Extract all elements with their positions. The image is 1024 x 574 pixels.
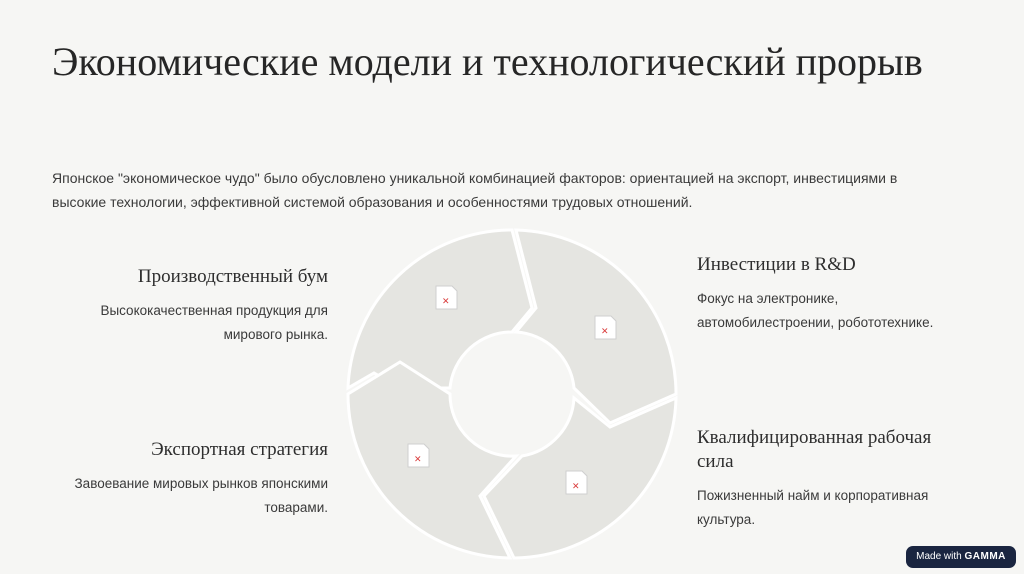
svg-text:✕: ✕ (442, 296, 450, 306)
cycle-segment (348, 362, 516, 558)
broken-image-icon (436, 286, 457, 309)
block-text: Фокус на электронике, (697, 291, 839, 306)
block-labor (697, 426, 997, 532)
badge-prefix: Made with (916, 551, 962, 562)
block-text: Пожизненный найм и корпоративная (697, 488, 929, 503)
broken-image-icon (566, 471, 587, 494)
block-text: товарами. (264, 500, 328, 515)
block-export (40, 438, 328, 520)
block-text: автомобилестроении, робототехнике. (697, 315, 934, 330)
block-title: Квалифицированная рабочая (697, 427, 932, 448)
svg-text:✕: ✕ (572, 481, 580, 491)
made-with-gamma-badge[interactable] (906, 546, 1016, 568)
block-title: Инвестиции в R&D (697, 254, 856, 275)
svg-text:✕: ✕ (414, 454, 422, 464)
block-title: сила (697, 451, 734, 472)
cycle-diagram (346, 228, 678, 560)
svg-text:✕: ✕ (601, 326, 609, 336)
block-text: Завоевание мировых рынков японскими (74, 476, 328, 491)
badge-brand: GAMMA (964, 551, 1006, 562)
block-title: Экспортная стратегия (151, 439, 328, 460)
block-rnd (697, 253, 997, 335)
block-title: Производственный бум (137, 266, 328, 287)
broken-image-icon (595, 316, 616, 339)
page-title: Экономические модели и технологический прорыв (52, 39, 923, 84)
intro-text: Японское "экономическое чудо" было обусловлено уникальной комбинацией факторов: ориентацией на экспорт, инвестициями в высокие технологии, эффективной системой образования и особенностями трудовых отношений. (52, 170, 898, 210)
block-production (60, 265, 328, 347)
broken-image-icon (408, 444, 429, 467)
block-text: Высококачественная продукция для (100, 303, 328, 318)
block-text: культура. (697, 512, 756, 527)
block-text: мирового рынка. (223, 327, 328, 342)
